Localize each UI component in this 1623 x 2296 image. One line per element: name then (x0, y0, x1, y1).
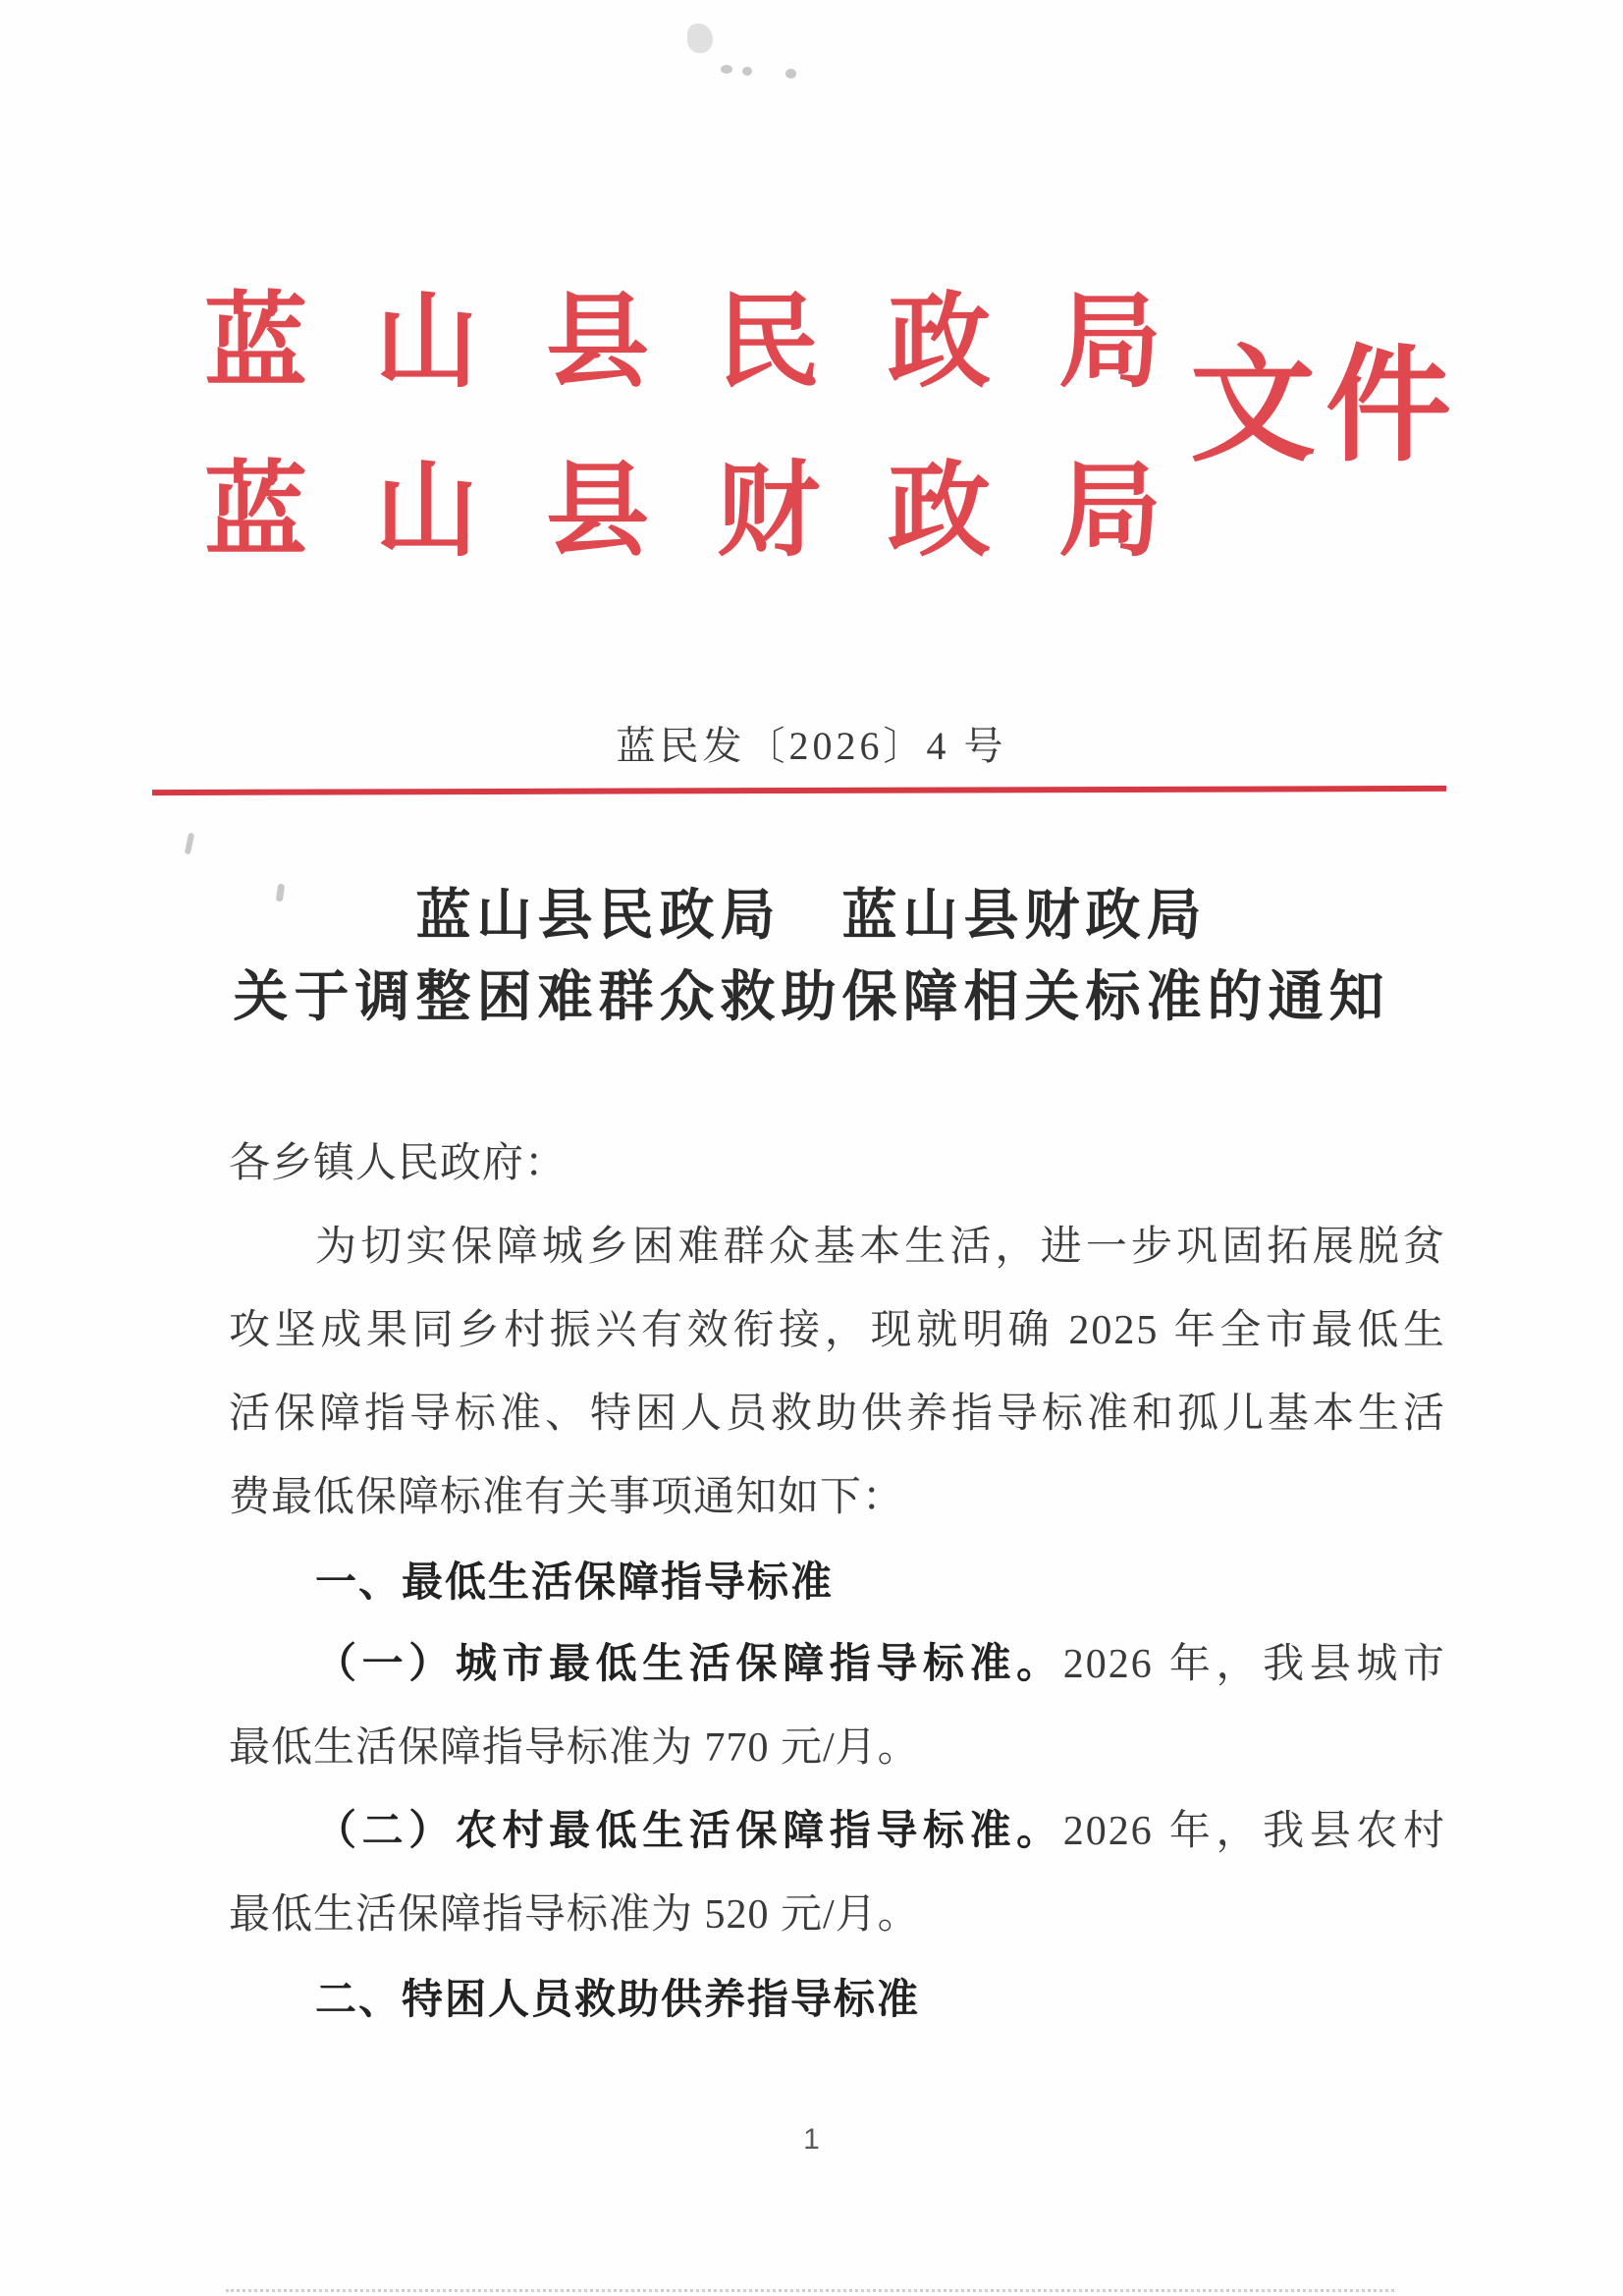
section-2-bold-lead: （二）农村最低生活保障指导标准。 (315, 1809, 1063, 1854)
paragraph-1-line-4: 费最低保障标准有关事项通知如下： (229, 1475, 905, 1520)
red-divider-rule (152, 786, 1446, 795)
section-2-line-1 (229, 1790, 1446, 1874)
paragraph-1-line-3: 活保障指导标准、特困人员救助供养指导标准和孤儿基本生活 (229, 1392, 1446, 1437)
section-heading-1: 一、最低生活保障指导标准 (315, 1558, 835, 1605)
scan-artifact (687, 24, 713, 53)
letterhead-agency-line-2: 蓝山县财政局 (204, 454, 1230, 569)
letterhead-agency-line-1: 蓝山县民政局 (204, 285, 1230, 400)
section-2-regular-text: 2026 年，我县农村 (1062, 1809, 1446, 1854)
paragraph-1-line-1: 为切实保障城乡困难群众基本生活，进一步巩固拓展脱贫 (315, 1225, 1446, 1270)
document-title-line-1: 蓝山县民政局 蓝山县财政局 (415, 886, 1208, 947)
paragraph-1-line-2: 攻坚成果同乡村振兴有效衔接，现就明确 2025 年全市最低生 (229, 1308, 1446, 1353)
section-1-line-2: 最低生活保障指导标准为 770 元/月。 (229, 1725, 920, 1771)
page-number: 1 (803, 2123, 820, 2156)
scan-artifact (742, 67, 752, 76)
document-title-line-2: 关于调整困难群众救助保障相关标准的通知 (233, 967, 1390, 1028)
section-1-line-1 (229, 1623, 1446, 1707)
salutation: 各乡镇人民政府： (229, 1141, 568, 1186)
scan-artifact-bottom-edge (226, 2289, 1394, 2292)
section-1-bold-lead: （一）城市最低生活保障指导标准。 (315, 1642, 1063, 1687)
section-heading-2: 二、特困人员救助供养指导标准 (315, 1976, 921, 2022)
letterhead-doc-type: 文件 (1190, 337, 1462, 476)
scan-artifact (721, 65, 732, 74)
document-number: 蓝民发〔2026〕4 号 (616, 724, 1007, 768)
document-body (229, 1122, 1446, 2041)
scan-artifact (185, 833, 194, 855)
scan-artifact (785, 69, 796, 79)
section-2-line-2: 最低生活保障指导标准为 520 元/月。 (229, 1892, 920, 1938)
section-1-regular-text: 2026 年，我县城市 (1062, 1642, 1446, 1687)
